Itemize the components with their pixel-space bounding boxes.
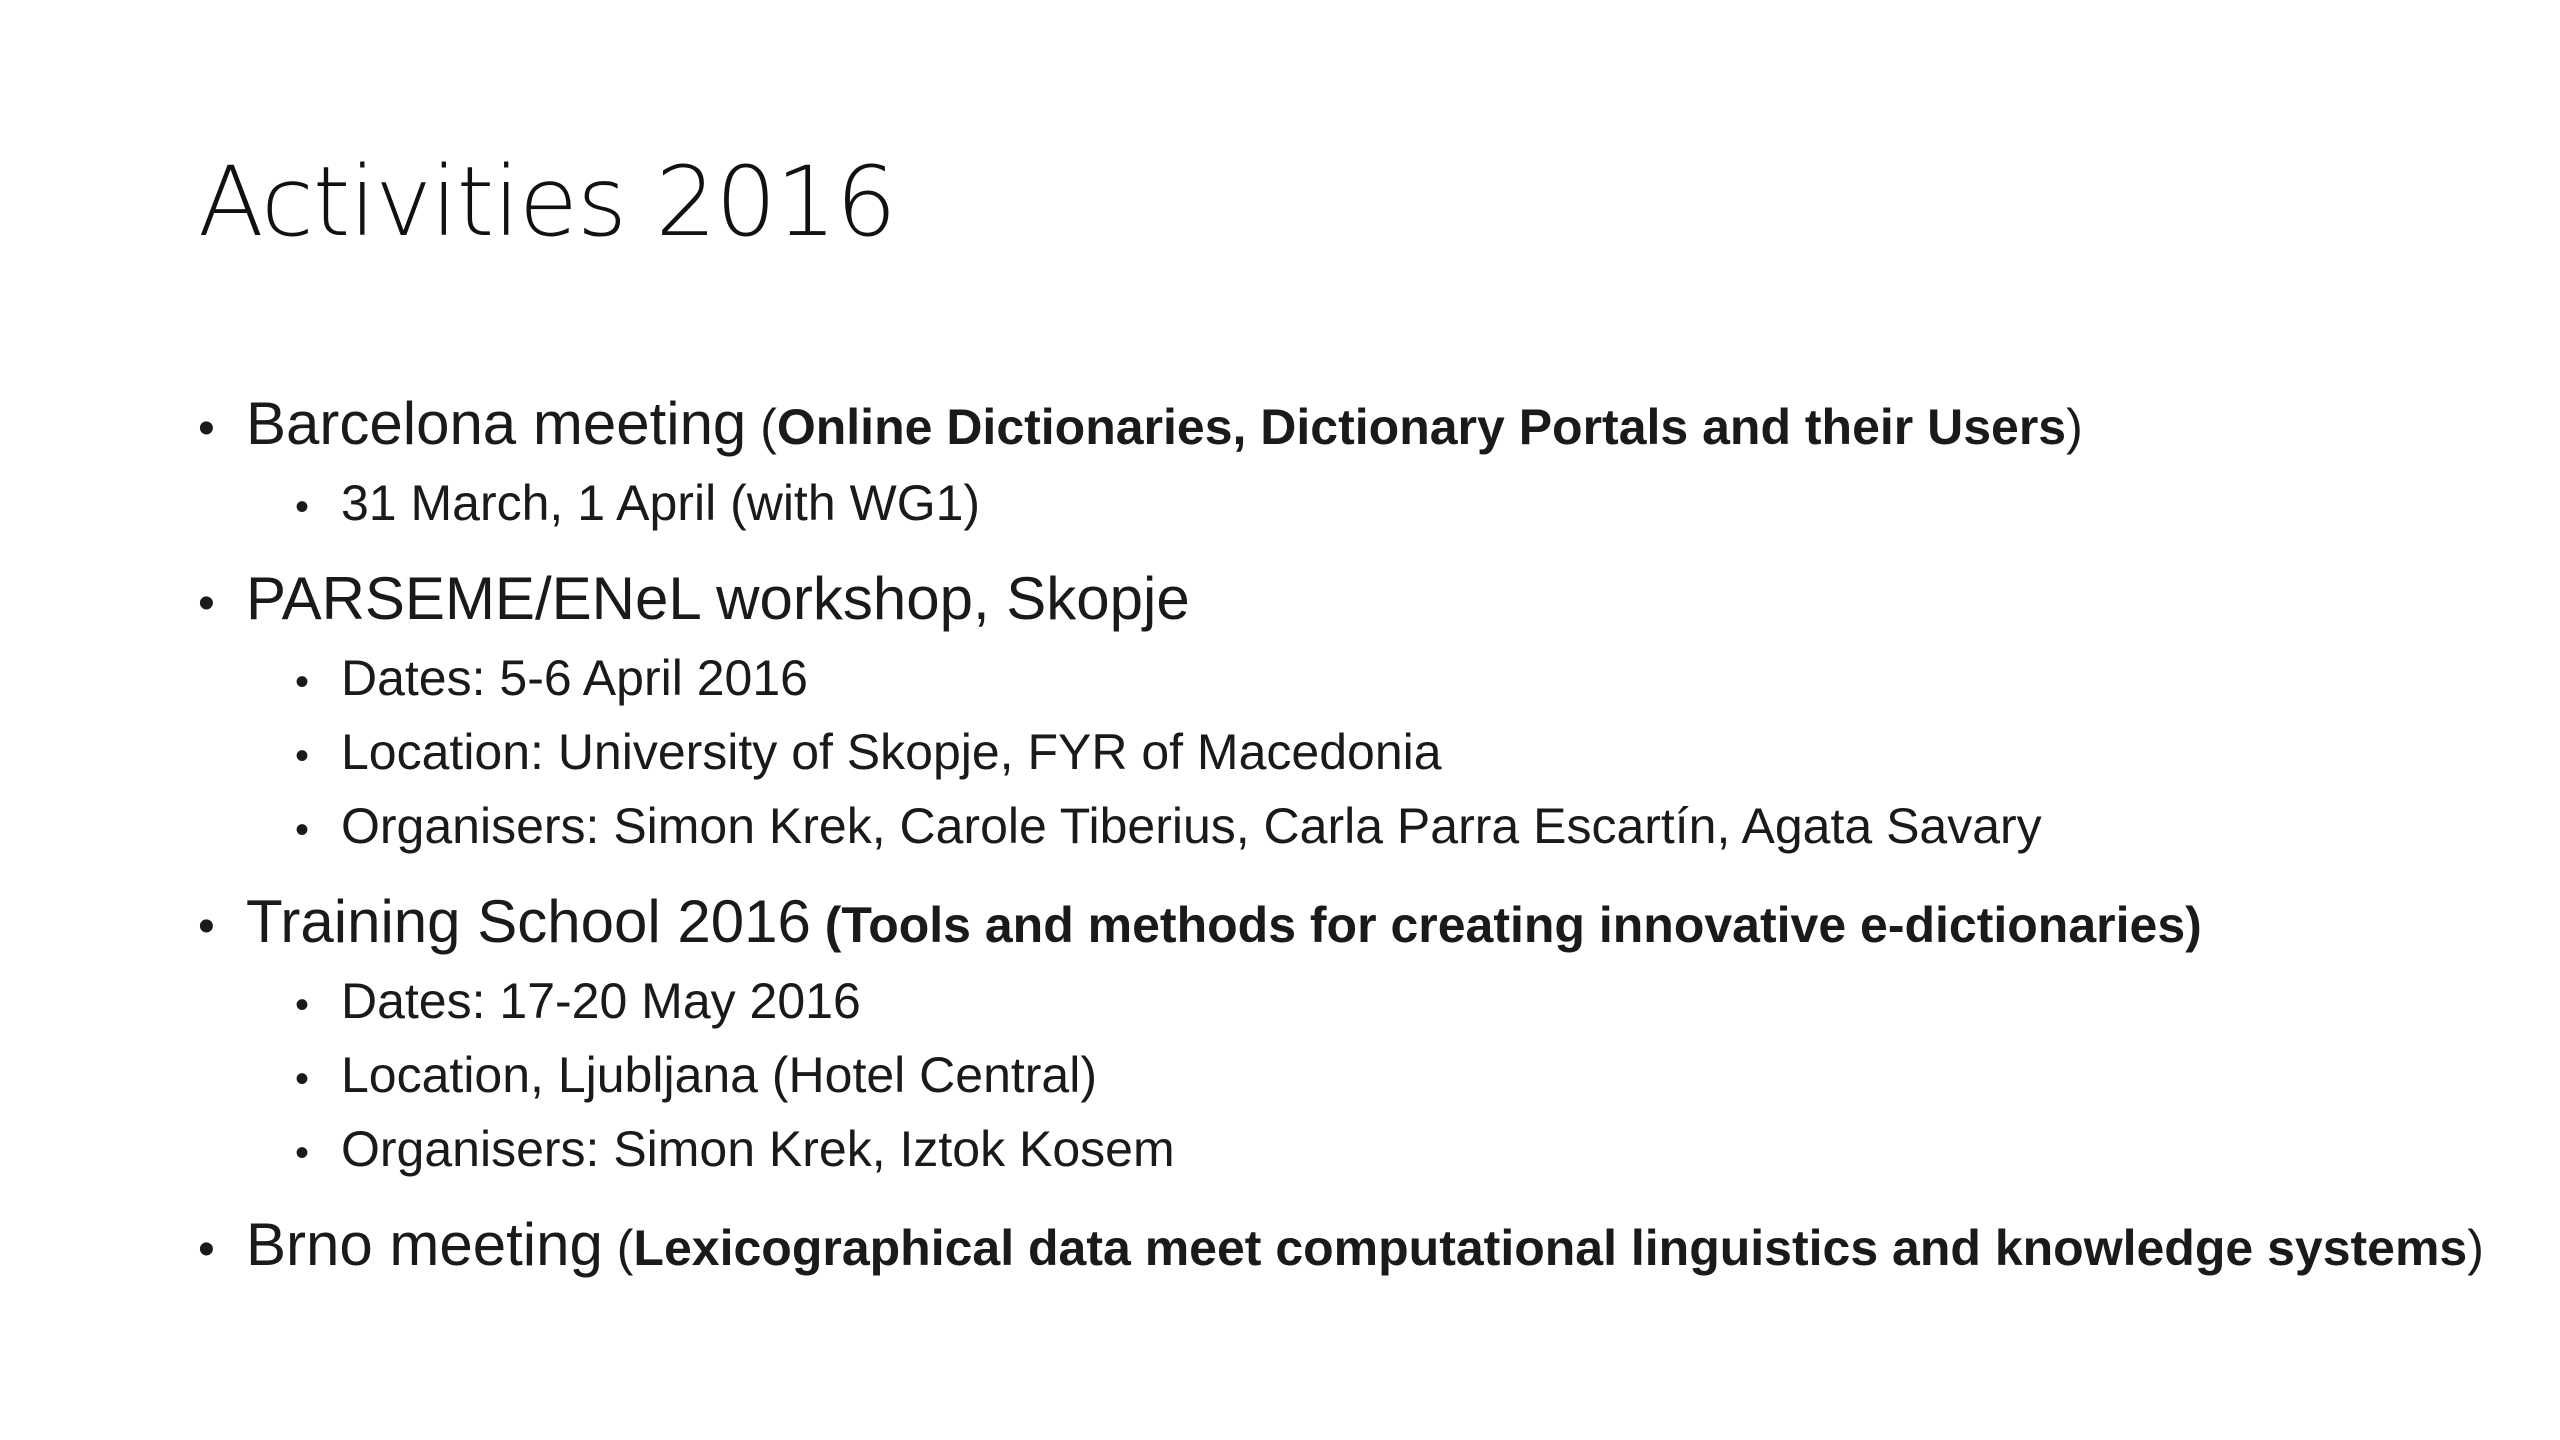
bullet-list: [198, 385, 2498, 1307]
sub-item-text: Location, Ljubljana (Hotel Central): [341, 1047, 1097, 1103]
bullet-icon: •: [295, 485, 310, 529]
bullet-icon: •: [198, 900, 215, 953]
list-item-training-school: [198, 883, 2498, 1188]
list-item-barcelona: [198, 385, 2498, 542]
sub-item-text: Dates: 17-20 May 2016: [341, 973, 861, 1029]
item-paren-close: ): [2467, 1220, 2484, 1276]
list-item-skopje: [198, 560, 2498, 865]
bullet-icon: •: [295, 1131, 310, 1175]
sub-bullet-item: [295, 1114, 2498, 1188]
sub-bullet-item: [295, 791, 2498, 865]
item-paren-close: ): [2066, 399, 2083, 455]
sub-bullet-item: [295, 1040, 2498, 1114]
item-bold-text: (Tools and methods for creating innovative e-dictionaries): [810, 897, 2202, 953]
bullet-item: [198, 385, 2498, 468]
bullet-icon: •: [295, 808, 310, 852]
bullet-icon: •: [198, 1223, 215, 1276]
item-bold-text: Online Dictionaries, Dictionary Portals and their Users: [776, 399, 2067, 455]
sub-bullet-item: [295, 468, 2498, 542]
slide-title: Activities 2016: [198, 146, 896, 258]
bullet-item: [198, 883, 2498, 966]
item-main-text: Training School 2016: [246, 888, 811, 955]
bullet-item: [198, 560, 2498, 643]
sub-item-text: Organisers: Simon Krek, Iztok Kosem: [341, 1121, 1175, 1177]
item-paren-open: (: [602, 1220, 634, 1276]
sub-bullet-item: [295, 966, 2498, 1040]
bullet-icon: •: [295, 1057, 310, 1101]
item-paren-open: (: [746, 399, 777, 455]
list-item-brno: [198, 1206, 2498, 1289]
sub-item-text: Location: University of Skopje, FYR of Macedonia: [341, 724, 1442, 780]
bullet-item: [198, 1206, 2498, 1289]
sub-item-text: 31 March, 1 April (with WG1): [341, 475, 981, 531]
sub-bullet-item: [295, 643, 2498, 717]
item-main-text: Barcelona meeting: [246, 390, 747, 457]
bullet-icon: •: [198, 402, 215, 455]
bullet-icon: •: [295, 734, 310, 778]
bullet-icon: •: [295, 660, 310, 704]
bullet-icon: •: [295, 983, 310, 1027]
item-main-text: Brno meeting: [246, 1211, 603, 1278]
sub-bullet-item: [295, 717, 2498, 791]
item-bold-text: Lexicographical data meet computational linguistics and knowledge systems: [633, 1220, 2468, 1276]
sub-item-text: Dates: 5-6 April 2016: [341, 650, 808, 706]
sub-item-text: Organisers: Simon Krek, Carole Tiberius, Carla Parra Escartín, Agata Savary: [341, 798, 2042, 854]
item-main-text: PARSEME/ENeL workshop, Skopje: [246, 565, 1190, 632]
bullet-icon: •: [198, 577, 215, 630]
